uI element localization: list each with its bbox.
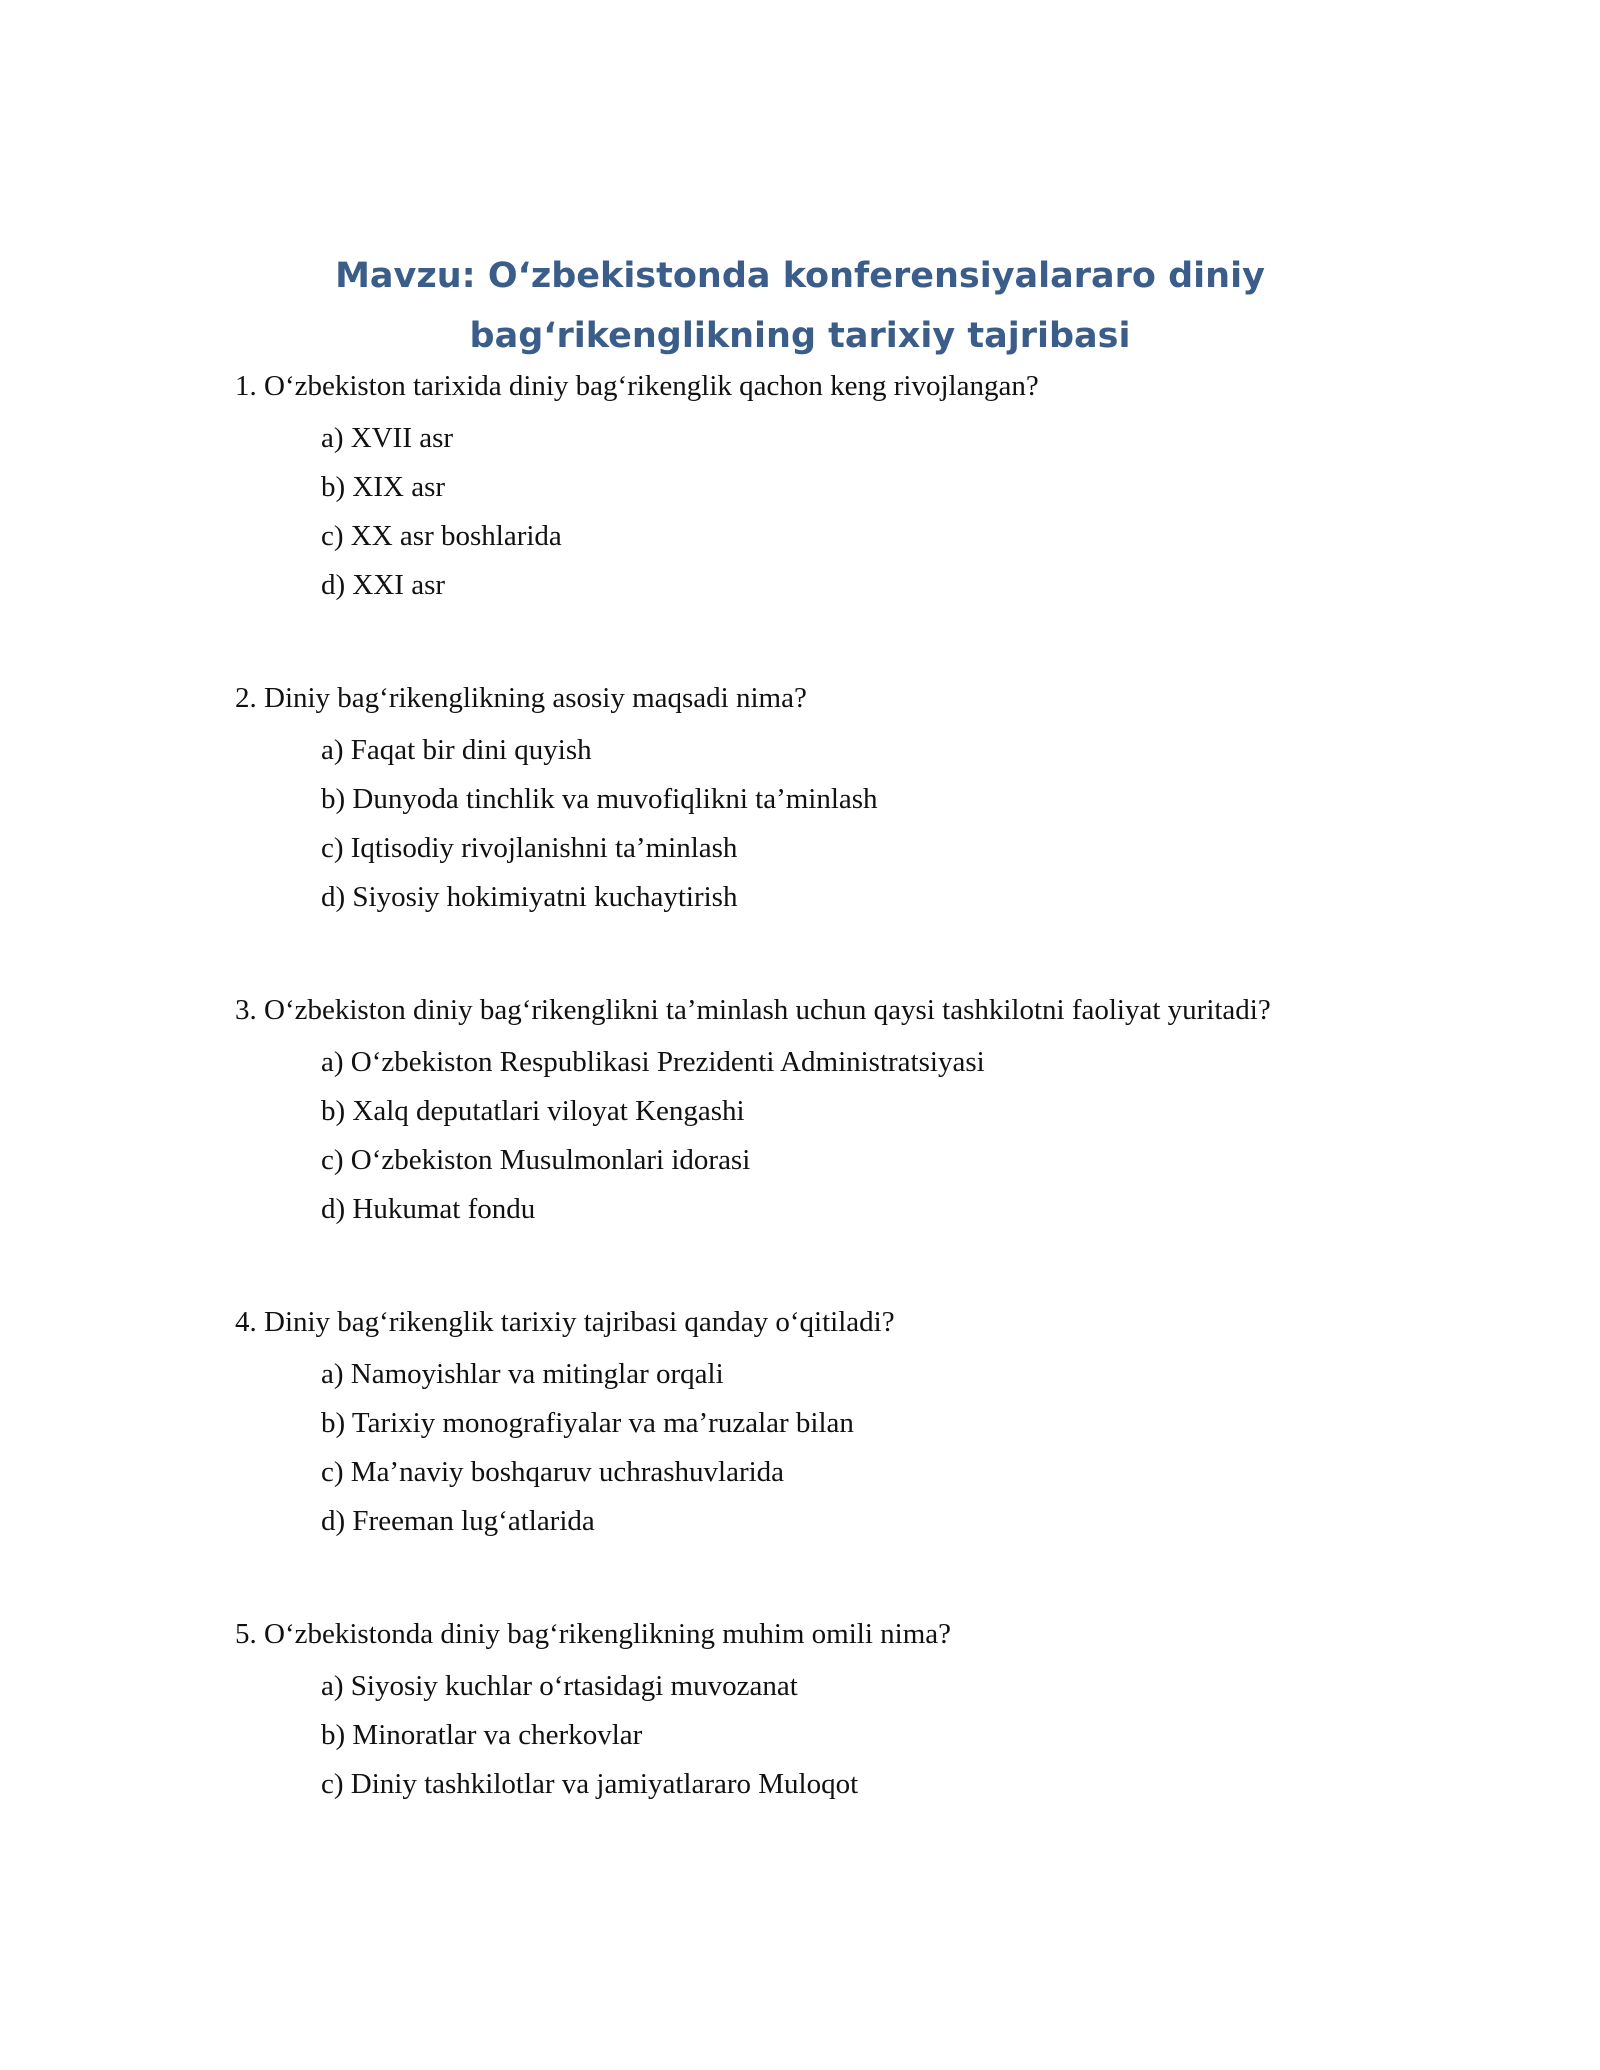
answer-option: b) Dunyoda tinchlik va muvofiqlikni ta’minlash xyxy=(321,783,878,815)
answer-option: d) Freeman lug‘atlarida xyxy=(321,1505,595,1537)
spacer xyxy=(235,1234,1385,1300)
answer-option: a) Siyosiy kuchlar o‘rtasidagi muvozanat xyxy=(321,1670,798,1702)
answer-option: c) Diniy tashkilotlar va jamiyatlararo Muloqot xyxy=(321,1768,859,1800)
question-text: 1. O‘zbekiston tarixida diniy bag‘rikenglik qachon keng rivojlangan? xyxy=(235,370,1039,402)
answer-option: c) XX asr boshlarida xyxy=(321,520,562,552)
question-text: 4. Diniy bag‘rikenglik tarixiy tajribasi qanday o‘qitiladi? xyxy=(235,1306,895,1338)
question-3 xyxy=(235,988,1385,1234)
answer-option: b) Tarixiy monografiyalar va ma’ruzalar bilan xyxy=(321,1407,854,1439)
answer-option: a) O‘zbekiston Respublikasi Prezidenti Administratsiyasi xyxy=(321,1046,985,1078)
question-2 xyxy=(235,676,1385,922)
question-list xyxy=(235,364,1385,1809)
question-4 xyxy=(235,1300,1385,1546)
answer-option: c) O‘zbekiston Musulmonlari idorasi xyxy=(321,1144,751,1176)
answer-option: c) Ma’naviy boshqaruv uchrashuvlarida xyxy=(321,1456,785,1488)
page-title: Mavzu: O‘zbekistonda konferensiyalararo diniy bag‘rikenglikning tarixiy tajribasi xyxy=(335,256,1265,356)
answer-option: d) XXI asr xyxy=(321,569,446,601)
answer-options xyxy=(321,726,1385,922)
question-text: 5. O‘zbekistonda diniy bag‘rikenglikning muhim omili nima? xyxy=(235,1618,952,1650)
answer-option: a) Namoyishlar va mitinglar orqali xyxy=(321,1358,724,1390)
answer-option: b) Xalq deputatlari viloyat Kengashi xyxy=(321,1095,745,1127)
answer-options xyxy=(321,414,1385,610)
answer-option: a) Faqat bir dini quyish xyxy=(321,734,592,766)
question-5 xyxy=(235,1612,1385,1809)
answer-options xyxy=(321,1350,1385,1546)
answer-option: a) XVII asr xyxy=(321,422,454,454)
spacer xyxy=(235,610,1385,676)
answer-option: d) Hukumat fondu xyxy=(321,1193,536,1225)
question-1 xyxy=(235,364,1385,610)
answer-option: b) XIX asr xyxy=(321,471,446,503)
question-text: 2. Diniy bag‘rikenglikning asosiy maqsadi nima? xyxy=(235,682,807,714)
answer-options xyxy=(321,1038,1385,1234)
question-text: 3. O‘zbekiston diniy bag‘rikenglikni ta’minlash uchun qaysi tashkilotni faoliyat yuritadi? xyxy=(235,994,1271,1026)
spacer xyxy=(235,922,1385,988)
spacer xyxy=(235,1546,1385,1612)
answer-option: b) Minoratlar va cherkovlar xyxy=(321,1719,643,1751)
answer-options xyxy=(321,1662,1385,1809)
answer-option: c) Iqtisodiy rivojlanishni ta’minlash xyxy=(321,832,738,864)
answer-option: d) Siyosiy hokimiyatni kuchaytirish xyxy=(321,881,738,913)
